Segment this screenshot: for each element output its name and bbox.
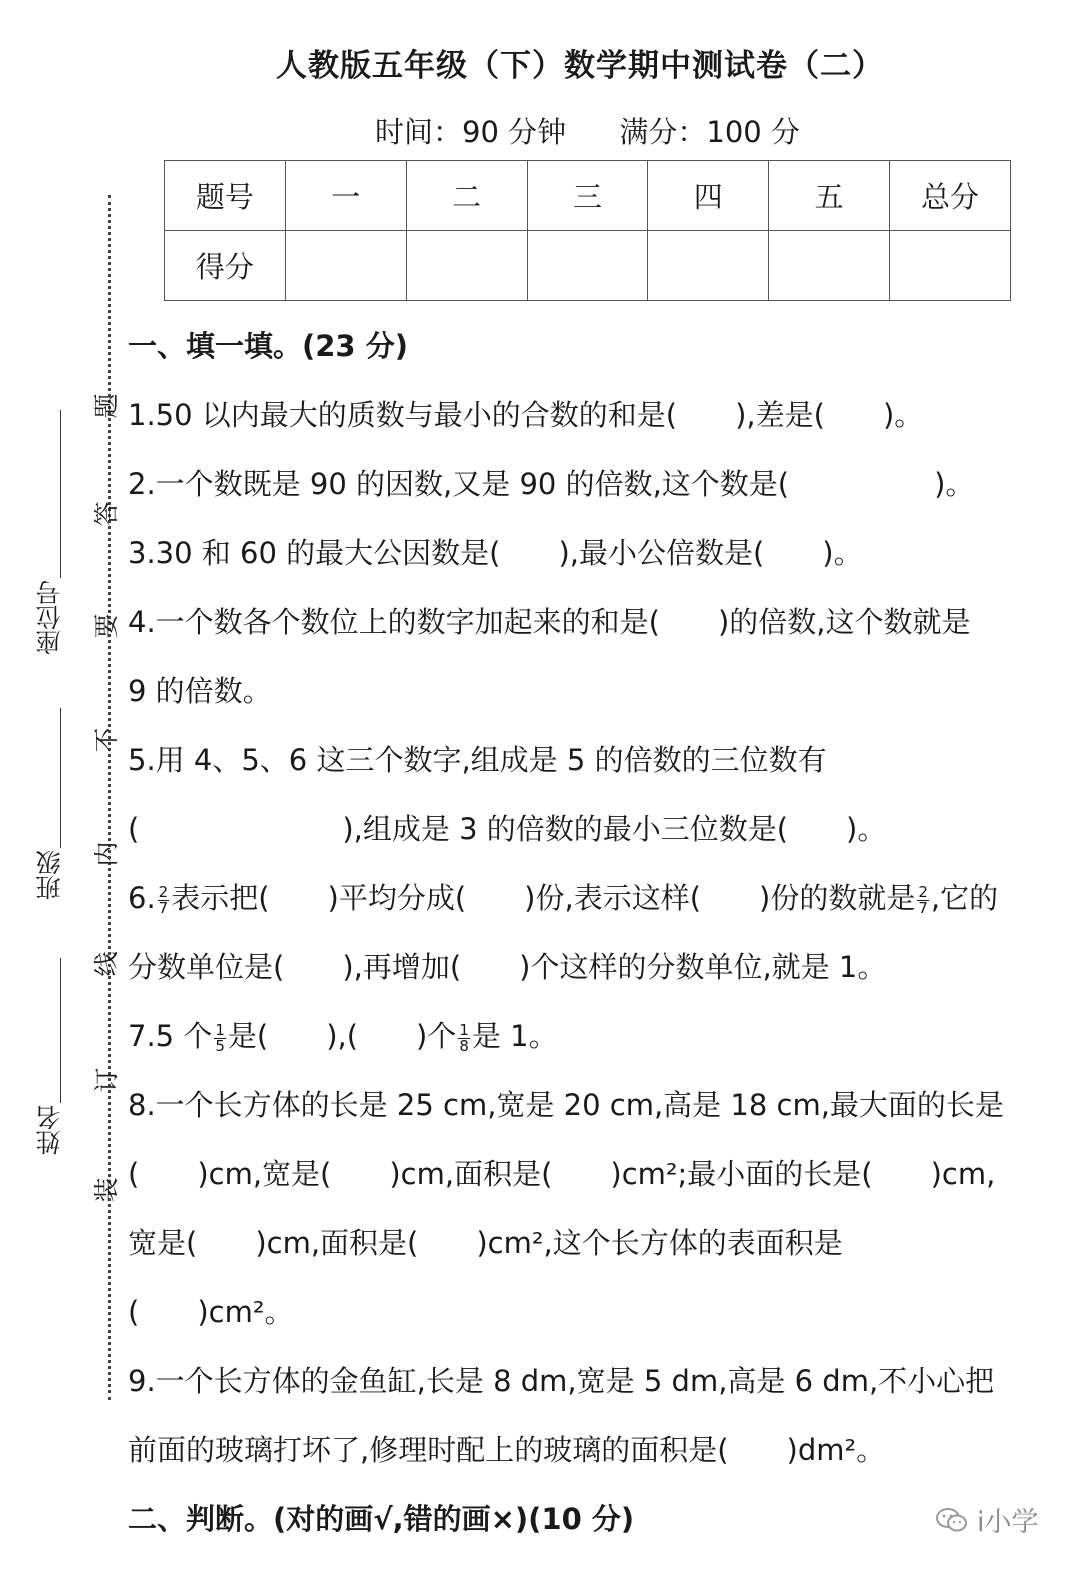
score-cell[interactable] (527, 231, 648, 301)
class-rule (60, 708, 61, 848)
question-8-continued: ( )cm²。 (128, 1295, 294, 1329)
exam-info (0, 110, 1080, 151)
name-label: 姓名 (35, 1105, 64, 1155)
question-5: 5.用 4、5、6 这三个数字,组成是 5 的倍数的三位数有 (128, 743, 827, 777)
fraction-denominator: 7 (918, 898, 928, 917)
question-3: 3.30 和 60 的最大公因数是( ),最小公倍数是( )。 (128, 536, 863, 570)
class-field[interactable] (32, 708, 74, 908)
fraction (158, 882, 170, 917)
fraction-denominator: 5 (215, 1036, 225, 1055)
exam-content (128, 312, 1058, 1554)
seal-char: 不 (92, 727, 121, 753)
score-header-cell: 五 (769, 161, 890, 231)
time-limit: 时间：90 分钟 (375, 115, 567, 149)
score-cell[interactable] (890, 231, 1011, 301)
score-header-cell: 三 (527, 161, 648, 231)
seal-char: 线 (92, 951, 121, 977)
section-heading: 一、填一填。(23 分) (128, 329, 408, 363)
name-rule (60, 958, 61, 1103)
fraction (214, 1020, 226, 1055)
q7-suffix: 是 1。 (471, 1019, 558, 1053)
fraction-numerator: 2 (918, 882, 928, 901)
watermark (935, 1500, 1039, 1539)
question-4-continued: 9 的倍数。 (128, 674, 272, 708)
binding-dotted-line (108, 195, 111, 1400)
name-field[interactable] (32, 958, 74, 1163)
question-6-continued: 分数单位是( ),再增加( )个这样的分数单位,就是 1。 (128, 950, 887, 984)
question-8: 8.一个长方体的长是 25 cm,宽是 20 cm,高是 18 cm,最大面的长是 (128, 1088, 1004, 1122)
seat-number-field[interactable] (32, 410, 74, 660)
score-header-cell: 一 (285, 161, 406, 231)
fraction-numerator: 2 (158, 882, 169, 901)
seal-char: 内 (92, 841, 121, 867)
full-score: 满分：100 分 (619, 115, 800, 149)
fraction (917, 882, 929, 917)
fraction-numerator: 1 (459, 1020, 469, 1039)
seat-number-label: 座位号 (35, 580, 64, 655)
score-header-cell: 四 (648, 161, 769, 231)
fraction-denominator: 8 (459, 1036, 469, 1055)
seal-char: 装 (92, 1177, 121, 1203)
question-9: 9.一个长方体的金鱼缸,长是 8 dm,宽是 5 dm,高是 6 dm,不小心把 (128, 1364, 995, 1398)
wechat-icon (935, 1505, 969, 1535)
question-8-continued: 宽是( )cm,面积是( )cm²,这个长方体的表面积是 (128, 1226, 843, 1260)
question-9-continued: 前面的玻璃打坏了,修理时配上的玻璃的面积是( )dm²。 (128, 1433, 886, 1467)
page-title: 人教版五年级（下）数学期中测试卷（二） (276, 48, 884, 84)
fraction-denominator: 7 (158, 898, 169, 917)
score-cell[interactable] (406, 231, 527, 301)
score-header-cell: 二 (406, 161, 527, 231)
q6-suffix: ,它的 (930, 881, 999, 915)
score-row-label: 得分 (165, 231, 286, 301)
question-4: 4.一个数各个数位上的数字加起来的和是( )的倍数,这个数就是 (128, 605, 971, 639)
question-5-continued: ( ),组成是 3 的倍数的最小三位数是( )。 (128, 812, 887, 846)
q7-prefix: 7.5 个 (128, 1019, 213, 1053)
q6-prefix: 6. (128, 881, 156, 915)
question-2: 2.一个数既是 90 的因数,又是 90 的倍数,这个数是( )。 (128, 467, 975, 501)
question-7 (128, 1002, 1058, 1071)
q6-middle: 表示把( )平均分成( )份,表示这样( )份的数就是 (171, 881, 916, 915)
seal-char: 要 (92, 613, 121, 639)
score-cell[interactable] (648, 231, 769, 301)
score-table (164, 160, 1011, 301)
fraction-numerator: 1 (215, 1020, 225, 1039)
seal-char: 订 (92, 1067, 121, 1093)
fraction (458, 1020, 470, 1055)
score-cell[interactable] (285, 231, 406, 301)
seal-char: 题 (92, 393, 121, 419)
seal-char: 答 (92, 501, 121, 527)
question-1: 1.50 以内最大的质数与最小的合数的和是( ),差是( )。 (128, 398, 924, 432)
class-label: 班级 (35, 850, 64, 900)
score-table-header-row (165, 161, 1011, 231)
section-heading: 二、判断。(对的画√,错的画×)(10 分) (128, 1502, 635, 1536)
question-8-continued: ( )cm,宽是( )cm,面积是( )cm²;最小面的长是( )cm, (128, 1157, 996, 1191)
seat-number-rule (60, 410, 61, 578)
score-table-score-row (165, 231, 1011, 301)
score-header-cell: 总分 (890, 161, 1011, 231)
score-header-cell: 题号 (165, 161, 286, 231)
watermark-text: i小学 (977, 1507, 1039, 1538)
q7-middle: 是( ),( )个 (227, 1019, 457, 1053)
score-cell[interactable] (769, 231, 890, 301)
question-6 (128, 864, 1058, 933)
